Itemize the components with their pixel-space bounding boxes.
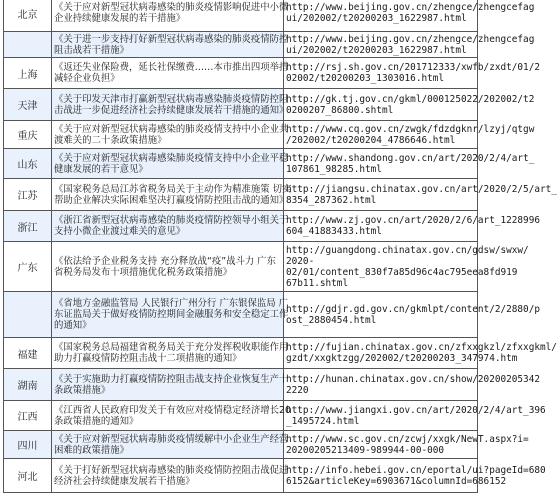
policy-title-line: 阻击战若干措施》 <box>54 44 130 56</box>
policy-url-line[interactable]: ost_2880454.html <box>286 314 377 326</box>
policy-title-line: 帮助企业解决实际困难坚决打赢疫情防控阻击战的通知》 <box>54 194 289 206</box>
region-cell: 福建 <box>4 338 52 369</box>
table-row <box>4 369 478 401</box>
policy-url-line[interactable]: 604_41883433.html <box>286 226 382 237</box>
policy-url-cell[interactable] <box>284 32 535 58</box>
table-row <box>4 149 478 179</box>
policy-url-line[interactable]: _1495724.html <box>286 415 360 427</box>
policy-url-cell[interactable] <box>284 211 540 242</box>
table-row <box>4 0 478 32</box>
policy-title-line: 健康发展的若干意见》 <box>54 163 148 175</box>
region-cell: 山东 <box>4 149 52 179</box>
policy-url-line[interactable]: 8354_287362.html <box>286 194 377 206</box>
policy-title-line: 《关于应对新型冠状病毒肺炎疫情缓解中小企业生产经营 <box>54 433 289 445</box>
policy-url-line[interactable]: 2020- <box>286 255 315 267</box>
policy-title-cell <box>52 292 289 338</box>
policy-title-line: 东证监局关于做好疫情防控期间金融服务和安全稳定工作 <box>54 309 289 320</box>
policy-title-cell <box>52 459 289 493</box>
policy-url-line[interactable]: 02/01/content_830f7a85d96c4ac795eea8fd919 <box>286 266 518 278</box>
policy-title-line: 助力打赢疫情防控阻击战十二项措施的通知》 <box>54 353 242 364</box>
region-cell: 湖南 <box>4 369 52 401</box>
policy-url-line[interactable]: ui/202002/t20200203_1622987.html <box>286 44 467 56</box>
policy-title-cell <box>52 121 289 149</box>
policy-url-cell[interactable] <box>284 242 529 292</box>
policy-table-body <box>4 0 557 493</box>
policy-url-cell[interactable] <box>284 179 557 211</box>
table-row <box>4 431 478 459</box>
policy-url-line[interactable]: http://www.jiangxi.gov.cn/art/2020/2/4/art_396 <box>286 404 546 416</box>
table-row <box>4 211 478 242</box>
policy-title-line: 条政策措施》 <box>54 384 111 396</box>
policy-url-cell[interactable] <box>284 369 540 401</box>
policy-url-cell[interactable] <box>284 149 535 179</box>
policy-title-cell <box>52 32 289 58</box>
policy-url-cell[interactable] <box>284 338 557 369</box>
policy-url-line[interactable]: http://rsj.sh.gov.cn/201712333/xwfb/zxdt/01/2 <box>286 62 540 73</box>
policy-url-cell[interactable] <box>284 89 535 121</box>
policy-url-cell[interactable] <box>284 459 546 493</box>
policy-url-line[interactable]: 20200205213409-989944-00-000 <box>286 444 445 456</box>
region-cell: 天津 <box>4 89 52 121</box>
table-row <box>4 459 478 493</box>
policy-url-cell[interactable] <box>284 431 529 459</box>
policy-title-line: 困难的政策措施》 <box>54 444 130 456</box>
policy-url-line[interactable]: http://gk.tj.gov.cn/gkml/000125022/202002/t2 <box>286 93 535 105</box>
policy-url-line[interactable]: 67b11.shtml <box>286 277 349 289</box>
policy-url-line[interactable]: http://gdjr.gd.gov.cn/gkmlpt/content/2/2880/p <box>286 303 540 315</box>
policy-url-cell[interactable] <box>284 401 546 431</box>
policy-url-line[interactable]: http://fujian.chinatax.gov.cn/zfxxgkzl/zfxxgkml/ <box>286 342 557 353</box>
policy-title-line: 渡难关的二十条政策措施》 <box>54 134 167 146</box>
policy-url-line[interactable]: 107861_98285.html <box>286 163 382 175</box>
policy-title-line: 经济社会持续健康发展若干措施》 <box>54 475 195 487</box>
region-cell <box>4 32 52 58</box>
policy-title-cell <box>52 242 284 292</box>
region-cell <box>4 292 52 338</box>
table-row <box>4 32 478 58</box>
policy-title-cell <box>52 338 289 369</box>
table-row <box>4 89 478 121</box>
policy-title-cell <box>52 58 289 89</box>
region-cell: 河北 <box>4 459 52 493</box>
policy-title-line: 减轻企业负担》 <box>54 73 120 84</box>
region-cell: 上海 <box>4 58 52 89</box>
policy-title-line: 条政策措施的通知》 <box>54 415 139 427</box>
policy-title-cell <box>52 89 289 121</box>
policy-title-cell <box>52 179 292 211</box>
policy-title-line: 《关于进一步支持打好新型冠状病毒感染的肺炎疫情防控 <box>54 33 289 45</box>
policy-title-line: 《关于实施助力打赢疫情防控阻击战支持企业恢复生产十 <box>54 373 289 385</box>
policy-url-cell[interactable] <box>284 121 535 149</box>
policy-url-line[interactable]: http://guangdong.chinatax.gov.cn/gdsw/swxw/ <box>286 244 529 256</box>
policy-title-line: 《关于应对新型冠状病毒感染的肺炎疫情支持中小企业共 <box>54 123 289 135</box>
policy-title-line: 省税务局发布十项措施优化税务政策措施》 <box>54 266 233 278</box>
policy-url-line[interactable]: /202002/t20200204_4786646.html <box>286 134 456 146</box>
table-row <box>4 292 478 338</box>
policy-url-line[interactable]: 2220 <box>286 384 309 396</box>
policy-title-line: 《依法给予企业税务支持 充分释放战“疫”战斗力 广东 <box>54 255 276 267</box>
policy-title-line: 支持小微企业渡过难关的意见》 <box>54 226 186 237</box>
policy-table <box>3 0 557 493</box>
region-cell: 北京 <box>4 0 52 32</box>
policy-title-line: 的通知》 <box>54 320 92 331</box>
policy-title-line: 《关于印发天津市打赢新型冠状病毒感染肺炎疫情防控阻 <box>54 93 289 105</box>
region-cell: 江苏 <box>4 179 52 211</box>
policy-title-cell <box>52 149 289 179</box>
policy-title-line: 企业持续健康发展的若干措施》 <box>54 13 186 24</box>
region-cell: 广东 <box>4 242 52 292</box>
policy-title-cell <box>52 211 289 242</box>
policy-title-cell <box>52 0 289 32</box>
policy-title-line: 击战进一步促进经济社会持续健康发展若干措施的通知》 <box>54 104 289 116</box>
region-cell: 江西 <box>4 401 52 431</box>
policy-title-line: 《关于打好新型冠状病毒感染的肺炎疫情防控阻击战促进 <box>54 464 289 476</box>
policy-url-line[interactable]: http://www.beijing.gov.cn/zhengce/zhengcefag <box>286 33 535 45</box>
policy-url-line[interactable]: http://hunan.chinatax.gov.cn/show/20200205342 <box>286 373 540 385</box>
table-row <box>4 58 478 89</box>
policy-title-line: 《浙江省新型冠状病毒感染的肺炎疫情防控领导小组关于 <box>54 215 289 226</box>
policy-url-line[interactable]: http://www.zj.gov.cn/art/2020/2/6/art_1228996 <box>286 215 540 226</box>
policy-url-line[interactable]: http://jiangsu.chinatax.gov.cn/art/2020/2/5/art_ <box>286 183 557 195</box>
policy-url-line[interactable]: 0200207_86800.shtml <box>286 104 394 116</box>
policy-url-line[interactable]: http://www.beijing.gov.cn/zhengce/zhengcefag <box>286 2 535 13</box>
policy-url-cell[interactable] <box>284 0 535 32</box>
table-row <box>4 401 478 431</box>
policy-title-line: 《国家税务总局福建省税务局关于充分发挥税收职能作用 <box>54 342 289 353</box>
policy-title-cell <box>52 369 289 401</box>
policy-title-line: 《返还失业保险费，延长社保缴费……本市推出四项举措 <box>54 62 289 73</box>
policy-url-cell[interactable] <box>284 58 540 89</box>
policy-url-line[interactable]: gzdt/xxgktzgg/202002/t20200203_347974.htm <box>286 353 518 364</box>
region-cell: 重庆 <box>4 121 52 149</box>
policy-url-line[interactable]: ui/202002/t20200203_1622987.html <box>286 13 467 24</box>
region-cell: 浙江 <box>4 211 52 242</box>
policy-title-cell <box>52 431 289 459</box>
policy-url-line[interactable]: http://www.shandong.gov.cn/art/2020/2/4/art_ <box>286 152 535 164</box>
table-row <box>4 179 478 211</box>
policy-url-line[interactable]: 02002/t20200203_1303016.html <box>286 73 445 84</box>
table-row <box>4 338 478 369</box>
policy-url-line[interactable]: 6152&articleKey=6903671&columnId=686152 <box>286 475 507 487</box>
policy-title-cell <box>52 401 291 431</box>
table-row <box>4 121 478 149</box>
policy-title-line: 《江西省人民政府印发关于有效应对疫情稳定经济增长20 <box>54 404 291 416</box>
policy-title-line: 《省地方金融监管局 人民银行广州分行 广东银保监局 广 <box>54 298 288 309</box>
policy-title-line: 《关于应对新型冠状病毒感染的肺炎疫情影响促进中小微 <box>54 2 289 13</box>
region-cell: 四川 <box>4 431 52 459</box>
policy-url-line[interactable]: http://www.sc.gov.cn/zcwj/xxgk/NewT.aspx?i= <box>286 433 529 445</box>
policy-title-line: 《国家税务总局江苏省税务局关于主动作为精准施策 切实 <box>54 183 292 195</box>
policy-url-line[interactable]: http://info.hebei.gov.cn/eportal/ui?pageId=680 <box>286 464 546 476</box>
policy-url-cell[interactable] <box>284 292 540 338</box>
policy-url-line[interactable]: http://www.cq.gov.cn/zwgk/fdzdgknr/lzyj/qtgw <box>286 123 535 135</box>
policy-title-line: 《关于应对新型冠状病毒感染肺炎疫情支持中小企业平稳 <box>54 152 289 164</box>
table-row <box>4 242 478 292</box>
